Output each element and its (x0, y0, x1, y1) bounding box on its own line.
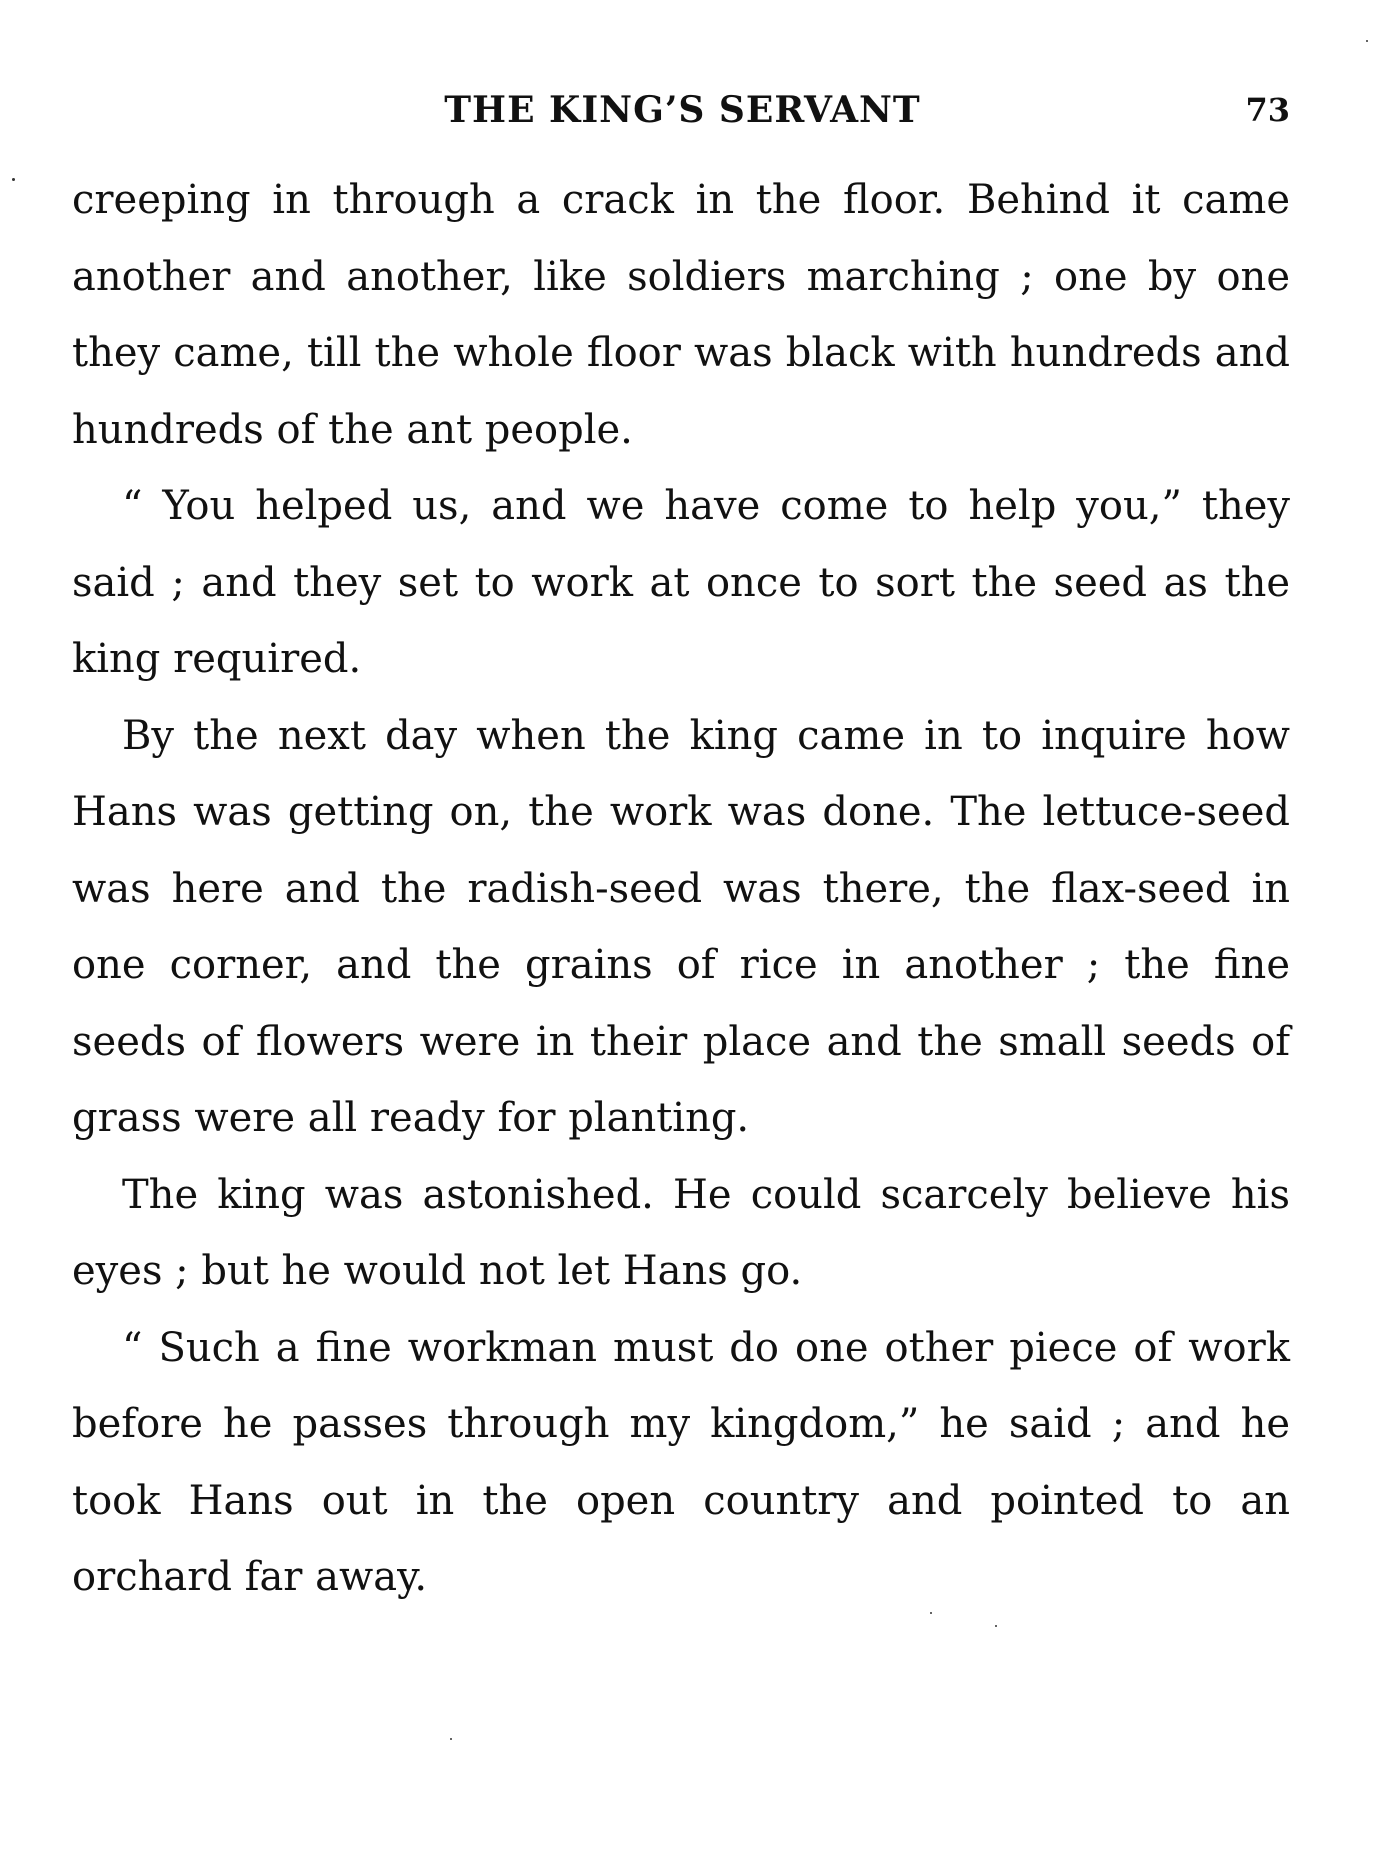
scan-speck (12, 178, 15, 181)
scan-speck (1366, 40, 1368, 42)
scan-speck (930, 1612, 932, 1614)
paragraph-3: By the next day when the king came in to inquire how Hans was getting on, the work was done. The lettuce-seed was here and the radish-seed was there, the flax-seed in one corner, and the grains of rice in another ; the fine seeds of flowers were in their place and the small seeds of grass were all ready for planting. (72, 712, 1290, 1141)
body-text (72, 162, 1290, 1616)
paragraph-5: “ Such a fine workman must do one other piece of work before he passes through my kingdom,” he said ; and he took Hans out in the open country and pointed to an orchard far away. (72, 1324, 1290, 1600)
paragraph-2: “ You helped us, and we have come to help you,” they said ; and they set to work at once to sort the seed as the king required. (72, 483, 1290, 682)
paragraph-4: The king was astonished. He could scarcely believe his eyes ; but he would not let Hans go. (72, 1171, 1290, 1294)
running-head-title: THE KING’S SERVANT (444, 89, 921, 131)
paragraph-1: creeping in through a crack in the floor. Behind it came another and another, like soldiers marching ; one by one they came, till the whole floor was black with hundreds and hundreds of the ant people. (72, 177, 1290, 453)
running-head (75, 80, 1290, 140)
page-number: 73 (1245, 91, 1290, 129)
scan-speck (995, 1625, 997, 1627)
scan-speck (450, 1738, 452, 1740)
